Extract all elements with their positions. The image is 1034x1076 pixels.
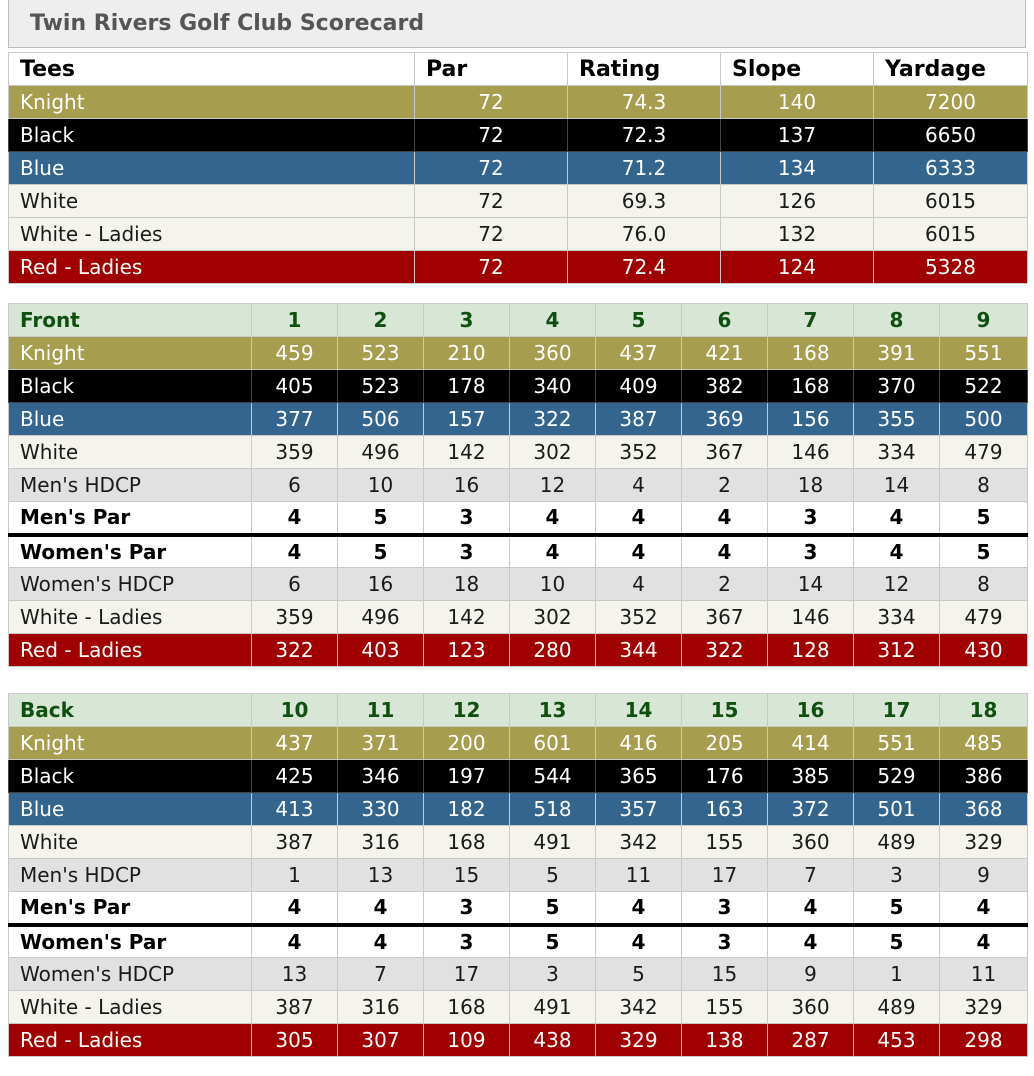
hole-value: 544 [510, 760, 596, 793]
tee-yardage: 6015 [874, 218, 1028, 251]
tee-par: 72 [415, 152, 568, 185]
tee-name: Red - Ladies [9, 251, 415, 284]
hole-value: 4 [596, 535, 682, 568]
hole-value: 142 [424, 436, 510, 469]
front-row-blue [9, 403, 1028, 436]
tee-name: White - Ladies [9, 218, 415, 251]
hole-value: 523 [338, 370, 424, 403]
hole-value: 146 [768, 436, 854, 469]
hole-value: 365 [596, 760, 682, 793]
hole-value: 5 [338, 535, 424, 568]
hole-value: 437 [252, 727, 338, 760]
hole-value: 155 [682, 991, 768, 1024]
hole-value: 3 [682, 892, 768, 925]
hole-value: 302 [510, 601, 596, 634]
tee-par: 72 [415, 218, 568, 251]
tee-slope: 137 [721, 119, 874, 152]
tee-name: White [9, 185, 415, 218]
hole-value: 138 [682, 1024, 768, 1057]
back-label: Back [9, 694, 252, 727]
hole-value: 15 [424, 859, 510, 892]
tee-row-red-ladies [9, 251, 1028, 284]
hole-value: 479 [940, 601, 1028, 634]
hole-value: 12 [510, 469, 596, 502]
hole-value: 4 [854, 535, 940, 568]
hole-number: 5 [596, 304, 682, 337]
tee-row-knight [9, 86, 1028, 119]
back-row-white [9, 826, 1028, 859]
row-label: Men's Par [9, 892, 252, 925]
hole-value: 3 [424, 535, 510, 568]
hole-value: 3 [424, 925, 510, 958]
hole-number: 15 [682, 694, 768, 727]
column-header-tees: Tees [9, 53, 415, 86]
hole-value: 489 [854, 826, 940, 859]
back-row-men-s-par [9, 892, 1028, 925]
hole-value: 17 [424, 958, 510, 991]
tee-yardage: 6015 [874, 185, 1028, 218]
row-label: Black [9, 370, 252, 403]
hole-value: 322 [682, 634, 768, 667]
hole-value: 5 [510, 859, 596, 892]
hole-value: 4 [596, 925, 682, 958]
row-label: White - Ladies [9, 991, 252, 1024]
hole-value: 459 [252, 337, 338, 370]
hole-value: 491 [510, 826, 596, 859]
tee-yardage: 6333 [874, 152, 1028, 185]
hole-value: 316 [338, 991, 424, 1024]
hole-value: 4 [854, 502, 940, 535]
tee-slope: 140 [721, 86, 874, 119]
hole-value: 329 [596, 1024, 682, 1057]
hole-value: 205 [682, 727, 768, 760]
hole-value: 3 [768, 502, 854, 535]
hole-value: 4 [596, 892, 682, 925]
hole-number: 14 [596, 694, 682, 727]
hole-value: 168 [424, 826, 510, 859]
hole-value: 551 [940, 337, 1028, 370]
hole-value: 360 [768, 991, 854, 1024]
hole-value: 305 [252, 1024, 338, 1057]
tee-slope: 126 [721, 185, 874, 218]
hole-value: 4 [682, 502, 768, 535]
hole-value: 485 [940, 727, 1028, 760]
hole-value: 15 [682, 958, 768, 991]
hole-value: 1 [252, 859, 338, 892]
hole-value: 387 [596, 403, 682, 436]
hole-value: 3 [854, 859, 940, 892]
front-row-black [9, 370, 1028, 403]
hole-value: 360 [510, 337, 596, 370]
tee-name: Knight [9, 86, 415, 119]
hole-value: 409 [596, 370, 682, 403]
back-row-blue [9, 793, 1028, 826]
row-label: Men's HDCP [9, 859, 252, 892]
front-row-white-ladies [9, 601, 1028, 634]
tee-slope: 134 [721, 152, 874, 185]
tee-rating: 69.3 [568, 185, 721, 218]
hole-value: 322 [252, 634, 338, 667]
back-hole-header-row [9, 694, 1028, 727]
hole-value: 7 [338, 958, 424, 991]
row-label: White - Ladies [9, 601, 252, 634]
hole-value: 370 [854, 370, 940, 403]
hole-value: 182 [424, 793, 510, 826]
hole-value: 17 [682, 859, 768, 892]
scorecard-title-bar [8, 0, 1026, 48]
column-header-yardage: Yardage [874, 53, 1028, 86]
hole-value: 489 [854, 991, 940, 1024]
hole-value: 425 [252, 760, 338, 793]
hole-value: 16 [424, 469, 510, 502]
row-label: White [9, 436, 252, 469]
hole-value: 342 [596, 826, 682, 859]
hole-value: 359 [252, 436, 338, 469]
hole-value: 421 [682, 337, 768, 370]
hole-value: 322 [510, 403, 596, 436]
hole-value: 16 [338, 568, 424, 601]
hole-value: 13 [338, 859, 424, 892]
hole-value: 178 [424, 370, 510, 403]
row-label: Women's HDCP [9, 958, 252, 991]
hole-value: 3 [510, 958, 596, 991]
hole-value: 367 [682, 601, 768, 634]
hole-value: 312 [854, 634, 940, 667]
tee-rating: 71.2 [568, 152, 721, 185]
hole-value: 523 [338, 337, 424, 370]
hole-value: 5 [854, 925, 940, 958]
hole-value: 529 [854, 760, 940, 793]
hole-value: 329 [940, 826, 1028, 859]
hole-value: 405 [252, 370, 338, 403]
hole-value: 4 [510, 502, 596, 535]
hole-number: 12 [424, 694, 510, 727]
hole-value: 601 [510, 727, 596, 760]
front-nine-table [8, 303, 1028, 667]
hole-value: 491 [510, 991, 596, 1024]
hole-value: 18 [424, 568, 510, 601]
hole-value: 391 [854, 337, 940, 370]
row-label: Red - Ladies [9, 1024, 252, 1057]
hole-value: 4 [252, 535, 338, 568]
hole-value: 5 [596, 958, 682, 991]
row-label: Blue [9, 793, 252, 826]
hole-value: 430 [940, 634, 1028, 667]
tee-yardage: 5328 [874, 251, 1028, 284]
hole-value: 13 [252, 958, 338, 991]
front-row-white [9, 436, 1028, 469]
back-row-men-s-hdcp [9, 859, 1028, 892]
hole-value: 438 [510, 1024, 596, 1057]
tee-row-blue [9, 152, 1028, 185]
hole-value: 346 [338, 760, 424, 793]
hole-value: 3 [768, 535, 854, 568]
back-row-women-s-hdcp [9, 958, 1028, 991]
back-row-white-ladies [9, 991, 1028, 1024]
hole-value: 11 [940, 958, 1028, 991]
hole-value: 403 [338, 634, 424, 667]
hole-value: 4 [596, 568, 682, 601]
front-row-red-ladies [9, 634, 1028, 667]
hole-value: 501 [854, 793, 940, 826]
hole-value: 146 [768, 601, 854, 634]
tee-rating: 72.3 [568, 119, 721, 152]
front-row-knight [9, 337, 1028, 370]
hole-value: 307 [338, 1024, 424, 1057]
hole-value: 3 [424, 502, 510, 535]
hole-value: 386 [940, 760, 1028, 793]
hole-value: 551 [854, 727, 940, 760]
row-label: Women's HDCP [9, 568, 252, 601]
hole-number: 11 [338, 694, 424, 727]
hole-value: 7 [768, 859, 854, 892]
hole-value: 123 [424, 634, 510, 667]
column-header-rating: Rating [568, 53, 721, 86]
front-row-men-s-par [9, 502, 1028, 535]
hole-value: 371 [338, 727, 424, 760]
hole-value: 168 [768, 337, 854, 370]
hole-value: 372 [768, 793, 854, 826]
front-label: Front [9, 304, 252, 337]
hole-value: 280 [510, 634, 596, 667]
hole-value: 342 [596, 991, 682, 1024]
hole-number: 9 [940, 304, 1028, 337]
hole-value: 413 [252, 793, 338, 826]
hole-value: 5 [940, 535, 1028, 568]
hole-value: 5 [510, 925, 596, 958]
row-label: Black [9, 760, 252, 793]
tee-rating: 72.4 [568, 251, 721, 284]
hole-value: 163 [682, 793, 768, 826]
hole-value: 287 [768, 1024, 854, 1057]
hole-value: 360 [768, 826, 854, 859]
back-row-red-ladies [9, 1024, 1028, 1057]
hole-number: 18 [940, 694, 1028, 727]
tee-row-white [9, 185, 1028, 218]
hole-value: 368 [940, 793, 1028, 826]
hole-value: 9 [768, 958, 854, 991]
row-label: Red - Ladies [9, 634, 252, 667]
tee-yardage: 7200 [874, 86, 1028, 119]
hole-value: 496 [338, 601, 424, 634]
hole-value: 479 [940, 436, 1028, 469]
hole-value: 176 [682, 760, 768, 793]
tee-rating: 74.3 [568, 86, 721, 119]
hole-value: 377 [252, 403, 338, 436]
hole-number: 4 [510, 304, 596, 337]
row-label: Men's HDCP [9, 469, 252, 502]
hole-value: 11 [596, 859, 682, 892]
hole-value: 2 [682, 568, 768, 601]
hole-value: 352 [596, 601, 682, 634]
hole-value: 367 [682, 436, 768, 469]
hole-number: 13 [510, 694, 596, 727]
tee-rating: 76.0 [568, 218, 721, 251]
row-label: Women's Par [9, 535, 252, 568]
hole-value: 109 [424, 1024, 510, 1057]
hole-value: 168 [424, 991, 510, 1024]
front-row-men-s-hdcp [9, 469, 1028, 502]
hole-value: 369 [682, 403, 768, 436]
hole-value: 197 [424, 760, 510, 793]
hole-value: 9 [940, 859, 1028, 892]
hole-value: 506 [338, 403, 424, 436]
hole-value: 340 [510, 370, 596, 403]
hole-value: 4 [768, 925, 854, 958]
hole-value: 5 [510, 892, 596, 925]
hole-number: 6 [682, 304, 768, 337]
page-title: Twin Rivers Golf Club Scorecard [30, 11, 425, 36]
hole-value: 128 [768, 634, 854, 667]
hole-value: 334 [854, 436, 940, 469]
hole-value: 3 [682, 925, 768, 958]
hole-value: 4 [252, 925, 338, 958]
hole-value: 168 [768, 370, 854, 403]
back-nine-table [8, 693, 1028, 1057]
back-row-knight [9, 727, 1028, 760]
column-header-par: Par [415, 53, 568, 86]
hole-value: 5 [854, 892, 940, 925]
hole-value: 4 [682, 535, 768, 568]
row-label: Knight [9, 337, 252, 370]
hole-value: 1 [854, 958, 940, 991]
hole-value: 330 [338, 793, 424, 826]
hole-value: 355 [854, 403, 940, 436]
hole-value: 5 [338, 502, 424, 535]
hole-value: 5 [940, 502, 1028, 535]
hole-value: 4 [768, 892, 854, 925]
hole-value: 157 [424, 403, 510, 436]
hole-value: 6 [252, 568, 338, 601]
hole-value: 4 [252, 502, 338, 535]
hole-value: 416 [596, 727, 682, 760]
hole-value: 4 [338, 892, 424, 925]
hole-value: 518 [510, 793, 596, 826]
hole-value: 4 [940, 925, 1028, 958]
tee-name: Blue [9, 152, 415, 185]
front-row-women-s-hdcp [9, 568, 1028, 601]
tee-slope: 124 [721, 251, 874, 284]
back-row-women-s-par [9, 925, 1028, 958]
hole-value: 4 [940, 892, 1028, 925]
tee-row-black [9, 119, 1028, 152]
hole-value: 8 [940, 469, 1028, 502]
hole-value: 298 [940, 1024, 1028, 1057]
hole-number: 17 [854, 694, 940, 727]
hole-number: 2 [338, 304, 424, 337]
tee-name: Black [9, 119, 415, 152]
hole-number: 1 [252, 304, 338, 337]
hole-value: 6 [252, 469, 338, 502]
hole-value: 210 [424, 337, 510, 370]
hole-number: 7 [768, 304, 854, 337]
hole-value: 18 [768, 469, 854, 502]
hole-value: 155 [682, 826, 768, 859]
hole-value: 4 [596, 502, 682, 535]
hole-value: 329 [940, 991, 1028, 1024]
hole-value: 142 [424, 601, 510, 634]
hole-value: 4 [510, 535, 596, 568]
hole-value: 496 [338, 436, 424, 469]
hole-value: 2 [682, 469, 768, 502]
hole-value: 12 [854, 568, 940, 601]
hole-value: 500 [940, 403, 1028, 436]
hole-value: 382 [682, 370, 768, 403]
hole-value: 14 [854, 469, 940, 502]
hole-value: 200 [424, 727, 510, 760]
row-label: White [9, 826, 252, 859]
hole-value: 437 [596, 337, 682, 370]
hole-number: 10 [252, 694, 338, 727]
row-label: Blue [9, 403, 252, 436]
tees-header-row [9, 53, 1028, 86]
hole-value: 156 [768, 403, 854, 436]
hole-number: 3 [424, 304, 510, 337]
hole-value: 4 [596, 469, 682, 502]
hole-number: 16 [768, 694, 854, 727]
tee-par: 72 [415, 119, 568, 152]
hole-value: 344 [596, 634, 682, 667]
hole-value: 522 [940, 370, 1028, 403]
tees-summary-table [8, 52, 1028, 284]
hole-value: 10 [338, 469, 424, 502]
tee-slope: 132 [721, 218, 874, 251]
hole-value: 357 [596, 793, 682, 826]
tee-par: 72 [415, 86, 568, 119]
tee-par: 72 [415, 185, 568, 218]
hole-value: 352 [596, 436, 682, 469]
hole-value: 14 [768, 568, 854, 601]
hole-value: 453 [854, 1024, 940, 1057]
hole-value: 3 [424, 892, 510, 925]
row-label: Men's Par [9, 502, 252, 535]
column-header-slope: Slope [721, 53, 874, 86]
row-label: Knight [9, 727, 252, 760]
front-hole-header-row [9, 304, 1028, 337]
tee-yardage: 6650 [874, 119, 1028, 152]
row-label: Women's Par [9, 925, 252, 958]
hole-value: 4 [338, 925, 424, 958]
hole-value: 387 [252, 826, 338, 859]
hole-value: 302 [510, 436, 596, 469]
tee-row-white-ladies [9, 218, 1028, 251]
hole-value: 10 [510, 568, 596, 601]
hole-value: 359 [252, 601, 338, 634]
hole-value: 316 [338, 826, 424, 859]
hole-value: 334 [854, 601, 940, 634]
hole-value: 414 [768, 727, 854, 760]
hole-value: 4 [252, 892, 338, 925]
front-row-women-s-par [9, 535, 1028, 568]
hole-number: 8 [854, 304, 940, 337]
back-row-black [9, 760, 1028, 793]
hole-value: 385 [768, 760, 854, 793]
hole-value: 387 [252, 991, 338, 1024]
hole-value: 8 [940, 568, 1028, 601]
tee-par: 72 [415, 251, 568, 284]
